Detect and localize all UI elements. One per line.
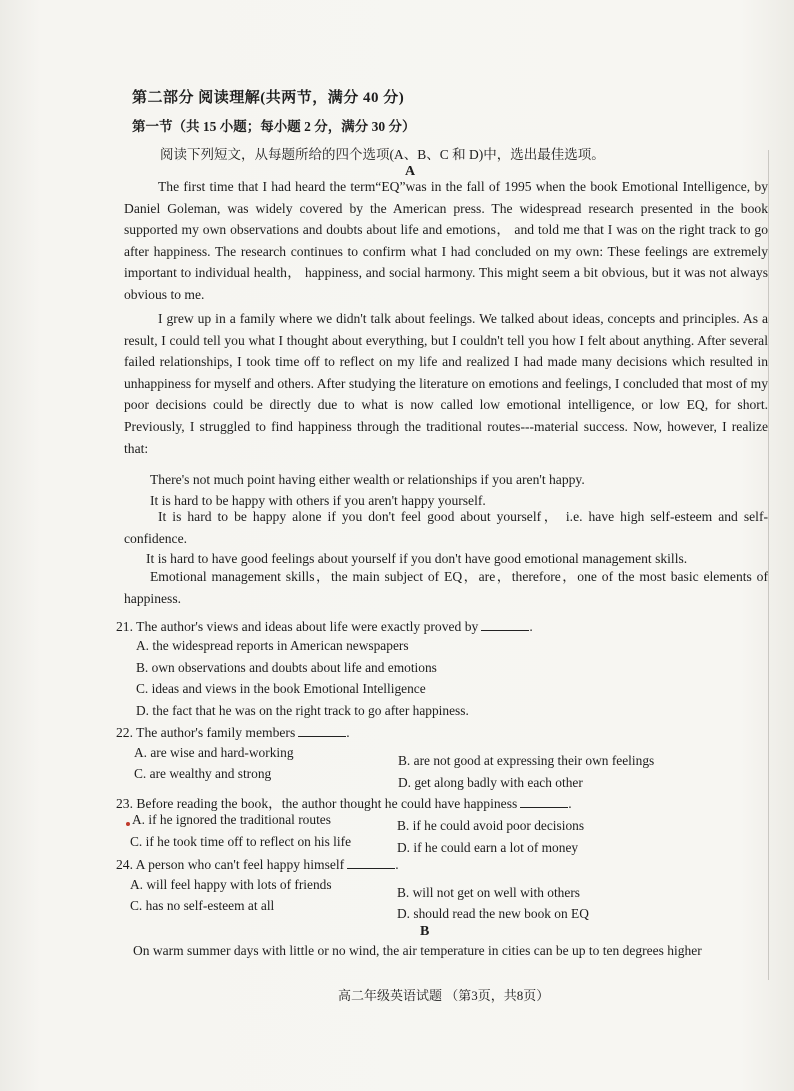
passage-a-line-3: It is hard to have good feelings about yourself if you don't have good emotional management skills. — [146, 551, 688, 566]
question-22-option-d[interactable]: D. get along badly with each other — [398, 775, 583, 790]
section-title: 第一节（共 15 小题；每小题 2 分，满分 30 分） — [132, 119, 416, 134]
question-21: 21. The author's views and ideas about life were exactly proved by . — [116, 619, 533, 634]
question-24-option-b[interactable]: B. will not get on well with others — [397, 885, 580, 900]
question-23-option-b[interactable]: B. if he could avoid poor decisions — [397, 818, 585, 833]
question-24-option-d[interactable]: D. should read the new book on EQ — [397, 906, 589, 921]
question-23-option-a[interactable]: A. if he ignored the traditional routes — [132, 812, 331, 827]
question-stem: 24. A person who can't feel happy himself — [116, 857, 345, 872]
pen-mark — [126, 822, 130, 826]
question-21-option-b[interactable]: B. own observations and doubts about life and emotions — [136, 660, 437, 675]
question-22-option-a[interactable]: A. are wise and hard-working — [134, 745, 294, 760]
question-stem: 23. Before reading the book，the author thought he could have happiness — [116, 796, 518, 811]
page-fold-line — [768, 150, 769, 980]
passage-a-line-2: It is hard to be happy with others if you aren't happy yourself. — [150, 493, 486, 508]
question-23: 23. Before reading the book，the author thought he could have happiness . — [116, 796, 572, 811]
answer-blank — [481, 618, 529, 631]
question-21-option-c[interactable]: C. ideas and views in the book Emotional Intelligence — [136, 681, 426, 696]
answer-blank — [347, 856, 395, 869]
question-stem: 22. The author's family members — [116, 725, 296, 740]
question-22: 22. The author's family members . — [116, 725, 350, 740]
question-22-option-b[interactable]: B. are not good at expressing their own feelings — [398, 753, 655, 768]
question-24-option-c[interactable]: C. has no self-esteem at all — [130, 898, 275, 913]
passage-b-first-line: On warm summer days with little or no wind, the air temperature in cities can be up to ten degrees higher — [133, 943, 702, 958]
passage-a-paragraph-4: Emotional management skills，the main subject of EQ，are，therefore，one of the most basic elements of happiness. — [124, 569, 768, 606]
question-23-option-c[interactable]: C. if he took time off to reflect on his life — [130, 834, 352, 849]
question-24: 24. A person who can't feel happy himself . — [116, 857, 399, 872]
question-23-option-d[interactable]: D. if he could earn a lot of money — [397, 840, 579, 855]
answer-blank — [520, 795, 568, 808]
passage-a-label: A — [405, 164, 416, 179]
part-title: 第二部分 阅读理解(共两节，满分 40 分) — [132, 90, 405, 106]
question-21-option-a[interactable]: A. the widespread reports in American newspapers — [136, 638, 409, 653]
answer-blank — [298, 724, 346, 737]
question-22-option-c[interactable]: C. are wealthy and strong — [134, 766, 272, 781]
passage-b-label: B — [420, 924, 430, 939]
question-24-option-a[interactable]: A. will feel happy with lots of friends — [130, 877, 332, 892]
passage-a-line-1: There's not much point having either wealth or relationships if you aren't happy. — [150, 472, 585, 487]
instruction: 阅读下列短文，从每题所给的四个选项(A、B、C 和 D)中，选出最佳选项。 — [160, 147, 605, 162]
passage-a-paragraph-1: The first time that I had heard the term“EQ”was in the fall of 1995 when the book Emotional Intelligence, by Daniel Goleman, was widely covered by the American press. The widespread research presented in the book supported my own observations and doubts about life and emotions， and told me that I was on the right track to go after happiness. The research continues to confirm what I had concluded on my own: These feelings are extremely important to individual health， happiness, and social harmony. This might seem a bit obvious, but it was not always obvious to me. — [124, 179, 768, 302]
question-stem: 21. The author's views and ideas about life were exactly proved by — [116, 619, 479, 634]
passage-a-paragraph-2: I grew up in a family where we didn't talk about feelings. We talked about ideas, concepts and principles. As a result, I could tell you what I thought about everything, but I couldn't tell you how I felt about anything. After several failed relationships, I took time off to reflect on my life and realized I had made many decisions which resulted in unhappiness for myself and others. After studying the literature on emotions and feelings, I concluded that most of my poor decisions could be directly due to what is now called low emotional intelligence, or low EQ, for short. Previously, I struggled to find happiness through the traditional routes---material success. Now, however, I realize that: — [124, 311, 768, 456]
page-footer: 高二年级英语试题 （第3页，共8页） — [338, 988, 550, 1003]
question-21-option-d[interactable]: D. the fact that he was on the right track to go after happiness. — [136, 703, 469, 718]
passage-a-paragraph-3: It is hard to be happy alone if you don't feel good about yourself， i.e. have high self-esteem and self-confidence. — [124, 509, 768, 546]
